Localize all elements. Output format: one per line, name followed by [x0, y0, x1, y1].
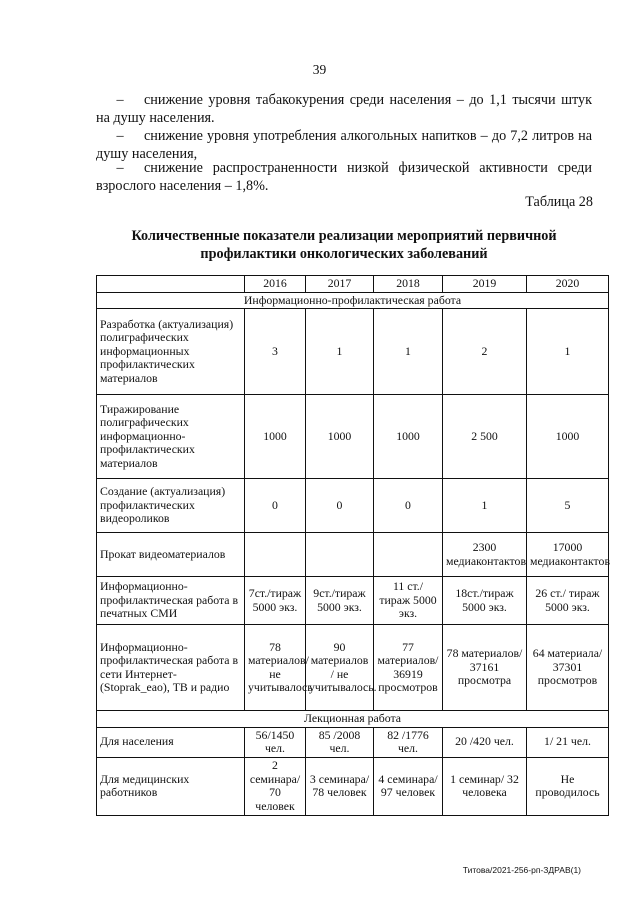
- year-header: 2019: [443, 276, 527, 293]
- table-cell: 1: [374, 309, 443, 395]
- table-cell: 0: [374, 479, 443, 533]
- table-cell: 82 /1776 чел.: [374, 727, 443, 757]
- table-cell: 3 семинара/ 78 человек: [306, 757, 374, 815]
- table-label: Таблица 28: [525, 194, 593, 210]
- year-header: 2018: [374, 276, 443, 293]
- table-cell: 1: [527, 309, 609, 395]
- table-cell: 78 материалов/ 37161 просмотра: [443, 625, 527, 711]
- table-row: [97, 309, 609, 395]
- table-cell: 1000: [527, 395, 609, 479]
- table-cell: 5: [527, 479, 609, 533]
- table-cell: 64 материала/ 37301 просмотров: [527, 625, 609, 711]
- table-row: [97, 479, 609, 533]
- table-cell: 77 материалов/ 36919 просмотров: [374, 625, 443, 711]
- table-row: [97, 625, 609, 711]
- paragraph-alcohol: [96, 127, 592, 163]
- section-title: Информационно-профилактическая работа: [97, 292, 609, 309]
- section-title: Лекционная работа: [97, 711, 609, 728]
- table-cell: 9ст./тираж 5000 экз.: [306, 577, 374, 625]
- table-cell: 1 семинар/ 32 человека: [443, 757, 527, 815]
- row-label: Информационно-профилактическая работа в печатных СМИ: [97, 577, 245, 625]
- row-label: Разработка (актуализация) полиграфических информационных профилактических материалов: [97, 309, 245, 395]
- document-footer: Титова/2021-256-рп-ЗДРАВ(1): [462, 865, 581, 875]
- table-cell: 26 ст./ тираж 5000 экз.: [527, 577, 609, 625]
- table-cell: 20 /420 чел.: [443, 727, 527, 757]
- table-cell: 1000: [374, 395, 443, 479]
- table-heading: Количественные показатели реализации мероприятий первичной профилактики онкологических заболеваний: [131, 228, 557, 262]
- dash: –: [116, 92, 124, 108]
- table-cell: 85 /2008 чел.: [306, 727, 374, 757]
- table-cell: 7ст./тираж 5000 экз.: [245, 577, 306, 625]
- table-cell: [306, 533, 374, 577]
- table-cell: 2: [443, 309, 527, 395]
- year-header: 2020: [527, 276, 609, 293]
- row-label: Тиражирование полиграфических информационно-профилактических материалов: [97, 395, 245, 479]
- table-cell: Не проводилось: [527, 757, 609, 815]
- table-cell: 2 500: [443, 395, 527, 479]
- paragraph-activity: [96, 159, 592, 195]
- table-cell: 0: [306, 479, 374, 533]
- table-row: [97, 533, 609, 577]
- table-row: [97, 757, 609, 815]
- row-label: Для медицинских работников: [97, 757, 245, 815]
- table-cell: 3: [245, 309, 306, 395]
- table-row: [97, 727, 609, 757]
- table-cell: 78 материалов/ не учитывалось: [245, 625, 306, 711]
- row-label: Прокат видеоматериалов: [97, 533, 245, 577]
- table-cell: 1000: [245, 395, 306, 479]
- table-cell: 0: [245, 479, 306, 533]
- section-row: [97, 711, 609, 728]
- table-cell: 2 семинара/ 70 человек: [245, 757, 306, 815]
- table-header-empty: [97, 276, 245, 293]
- paragraph-text: снижение уровня употребления алкогольных напитков – до 7,2 литров на душу населения,: [96, 128, 592, 162]
- table-row: [97, 395, 609, 479]
- table-cell: 90 материалов / не учитывалось.: [306, 625, 374, 711]
- table-cell: 4 семинара/ 97 человек: [374, 757, 443, 815]
- indicators-table: [96, 275, 609, 816]
- table-cell: 56/1450 чел.: [245, 727, 306, 757]
- row-label: Создание (актуализация) профилактических видеороликов: [97, 479, 245, 533]
- table-cell: [245, 533, 306, 577]
- paragraph-text: снижение распространенности низкой физической активности среди взрослого населения – 1,8%.: [96, 160, 592, 194]
- table-cell: 1000: [306, 395, 374, 479]
- table-row: [97, 577, 609, 625]
- table-cell: 2300 медиаконтактов: [443, 533, 527, 577]
- table-cell: 1: [443, 479, 527, 533]
- table-cell: [374, 533, 443, 577]
- table-cell: 17000 медиаконтактов: [527, 533, 609, 577]
- table-cell: 1: [306, 309, 374, 395]
- row-label: Для населения: [97, 727, 245, 757]
- table-cell: 1/ 21 чел.: [527, 727, 609, 757]
- table-header-row: [97, 276, 609, 293]
- table-cell: 18ст./тираж 5000 экз.: [443, 577, 527, 625]
- dash: –: [116, 128, 124, 144]
- page-number: 39: [312, 62, 327, 77]
- paragraph-tobacco: [96, 91, 592, 127]
- dash: –: [116, 160, 124, 176]
- paragraph-text: снижение уровня табакокурения среди населения – до 1,1 тысячи штук на душу населения.: [96, 92, 592, 126]
- section-row: [97, 292, 609, 309]
- table-cell: 11 ст./ тираж 5000 экз.: [374, 577, 443, 625]
- year-header: 2016: [245, 276, 306, 293]
- row-label: Информационно-профилактическая работа в сети Интернет-(Stoprak_eao), ТВ и радио: [97, 625, 245, 711]
- year-header: 2017: [306, 276, 374, 293]
